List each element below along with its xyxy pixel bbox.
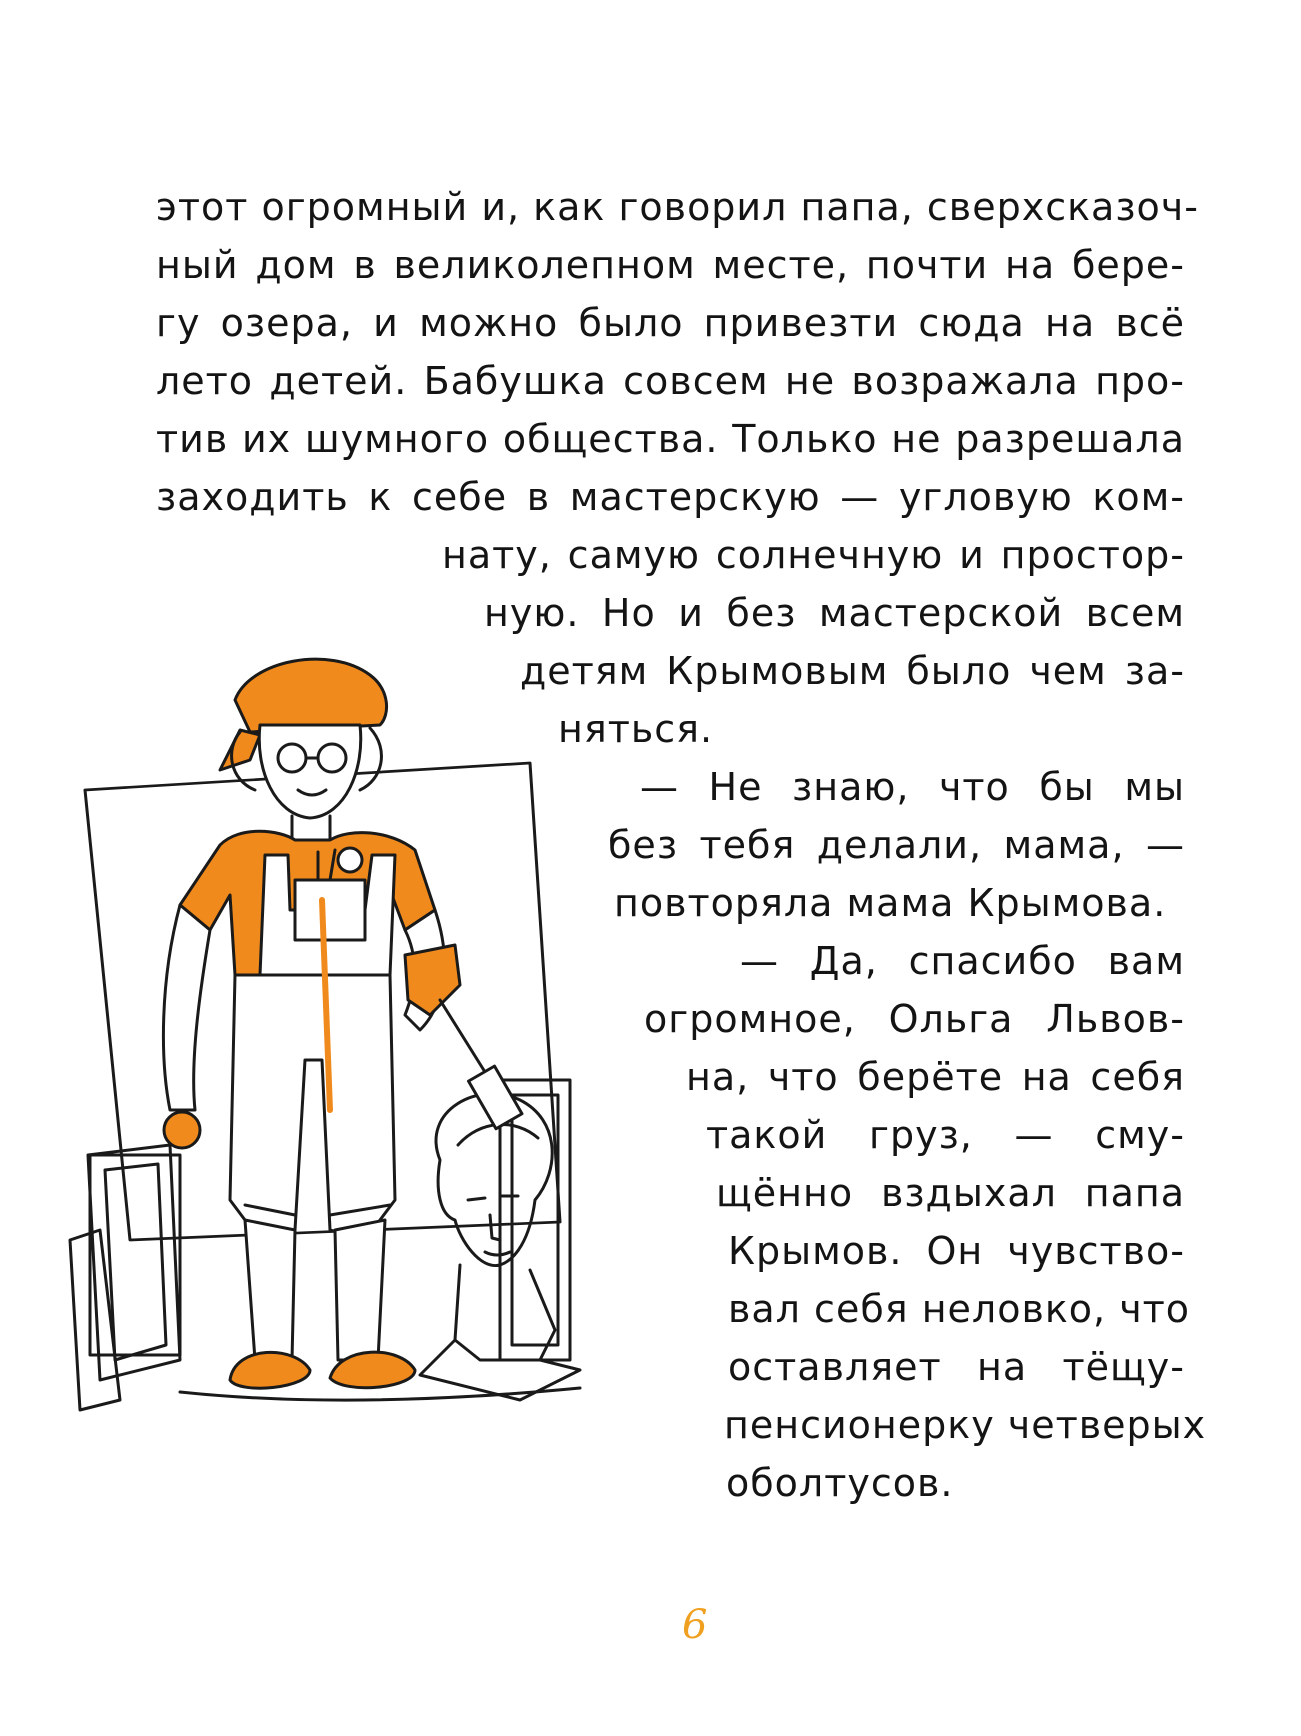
text-line-14: — Да, спасибо вам (740, 939, 1185, 983)
text-line-22: пенсионерку четверых (724, 1403, 1207, 1447)
text-line-16: на, что берёте на себя (686, 1055, 1185, 1099)
text-line-23: оболтусов. (726, 1461, 954, 1505)
text-line-9: детям Крымовым было чем за- (520, 649, 1185, 693)
text-line-5: тив их шумного общества. Только не разрешала (156, 417, 1185, 461)
text-line-21: оставляет на тёщу- (728, 1345, 1185, 1389)
page-number: 6 (682, 1602, 708, 1648)
text-line-4: лето детей. Бабушка совсем не возражала про- (156, 359, 1185, 403)
text-line-18: щённо вздыхал папа (716, 1171, 1185, 1215)
text-line-19: Крымов. Он чувство- (728, 1229, 1185, 1273)
text-line-12: без тебя делали, мама, — (608, 823, 1185, 867)
grandmother-illustration (60, 640, 620, 1560)
text-line-7: нату, самую солнечную и простор- (442, 533, 1185, 577)
text-line-17: такой груз, — сму- (706, 1113, 1185, 1157)
text-line-3: гу озера, и можно было привезти сюда на всё (156, 301, 1185, 345)
text-line-6: заходить к себе в мастерскую — угловую ком- (156, 475, 1185, 519)
text-line-15: огромное, Ольга Львов- (644, 997, 1185, 1041)
text-line-11: — Не знаю, что бы мы (640, 765, 1185, 809)
text-line-1: этот огромный и, как говорил папа, сверхсказоч- (156, 185, 1199, 229)
text-line-2: ный дом в великолепном месте, почти на бере- (156, 243, 1185, 287)
text-line-20: вал себя неловко, что (728, 1287, 1191, 1331)
text-line-8: ную. Но и без мастерской всем (484, 591, 1185, 635)
text-line-10: няться. (558, 707, 714, 751)
text-line-13: повторяла мама Крымова. (614, 881, 1167, 925)
